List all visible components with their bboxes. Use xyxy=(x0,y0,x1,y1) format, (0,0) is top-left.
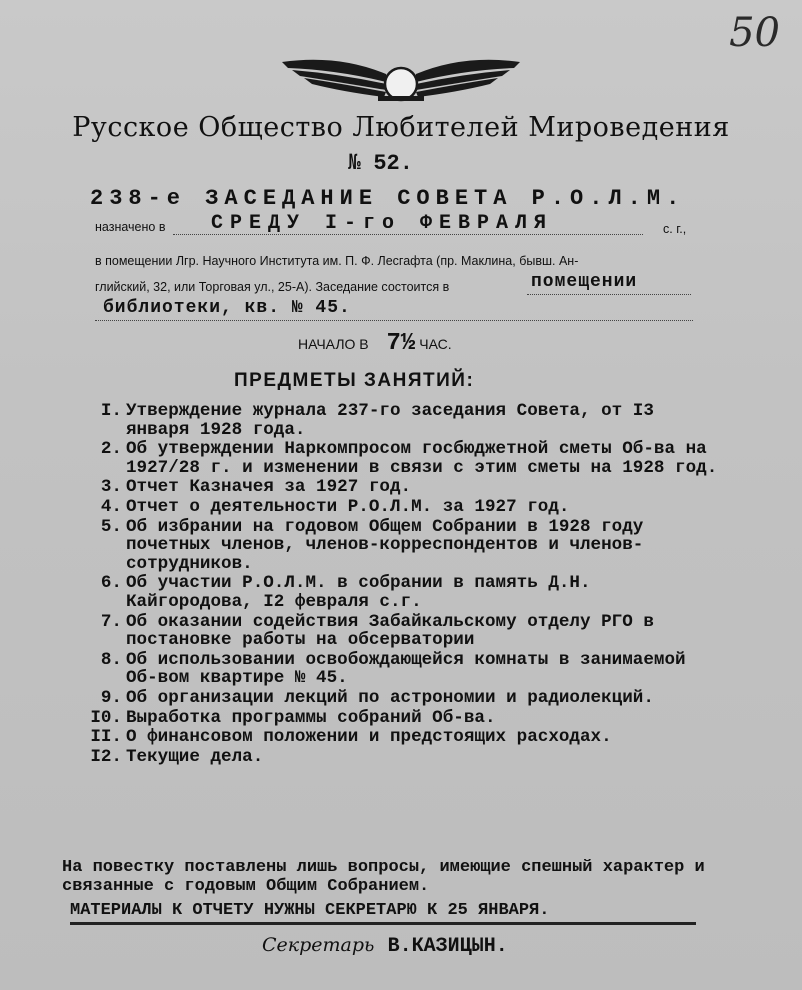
day-field xyxy=(173,214,643,235)
agenda-item: 4. Отчет о деятельности Р.О.Л.М. за 1927 год. xyxy=(100,496,570,517)
signature-name: В.КАЗИЦЫН. xyxy=(387,935,508,958)
issue-number xyxy=(348,150,413,176)
agenda-item: 2. Об утверждении Наркомпросом госбюджетной сметы Об-ва на 1927/28 г. и изменении в связи с этим сметы на 1928 год. xyxy=(100,439,718,478)
location-line-1: в помещении Лгр. Научного Института им. П. Ф. Лесгафта (пр. Маклина, бывш. Ан- xyxy=(95,254,579,268)
agenda-item: I. Утверждение журнала 237-го заседания Совета, от I3 января 1928 года. xyxy=(100,401,654,440)
agenda-list xyxy=(82,402,722,767)
signature-role: Секретарь xyxy=(262,934,375,956)
room-field-2 xyxy=(95,298,693,321)
room-line-1: помещении xyxy=(531,272,638,292)
agenda-item: 7. Об оказании содействия Забайкальскому отделу РГО в постановке работы на обсерватории xyxy=(100,611,654,651)
agenda-item: II. О финансовом положении и предстоящих расходах. xyxy=(90,727,612,748)
location-text-2: глийский, 32, или Торговая ул., 25-А). Заседание состоится в xyxy=(95,280,450,294)
start-time: 7½ xyxy=(386,330,416,357)
agenda-item: I0. Выработка программы собраний Об-ва. xyxy=(90,707,496,728)
society-title: Русское Общество Любителей Мироведения xyxy=(72,112,730,143)
location-line-2 xyxy=(95,274,695,296)
agenda-item: 8. Об использовании освобождающейся комнаты в занимаемой Об-вом квартире № 45. xyxy=(100,649,686,689)
start-time-line xyxy=(298,330,452,357)
meeting-day: СРЕДУ I-го ФЕВРАЛЯ xyxy=(211,212,554,235)
room-line-2: библиотеки, кв. № 45. xyxy=(103,298,351,318)
room-field-1 xyxy=(527,274,691,295)
meeting-session: 238-е ЗАСЕДАНИЕ СОВЕТА Р.О.Л.М. xyxy=(90,186,686,211)
subjects-heading: ПРЕДМЕТЫ ЗАНЯТИЙ: xyxy=(234,370,475,391)
scheduled-label: назначено в xyxy=(95,220,166,234)
meeting-schedule-line xyxy=(95,214,693,236)
agenda-item: 9. Об организации лекций по астрономии и радиолекций. xyxy=(100,687,654,708)
winged-globe-emblem-icon xyxy=(278,52,524,106)
agenda-note: На повестку поставлены лишь вопросы, имеющие спешный характер и связанные с годовым Общим Собранием. xyxy=(62,858,705,896)
materials-notice: МАТЕРИАЛЫ К ОТЧЕТУ НУЖНЫ СЕКРЕТАРЮ К 25 ЯНВАРЯ. xyxy=(70,901,696,925)
agenda-item: I2. Текущие дела. xyxy=(90,746,264,767)
issue-value: 52. xyxy=(373,151,413,176)
page-number: 50 xyxy=(729,10,780,56)
signature-line xyxy=(262,934,508,958)
agenda-item: 5. Об избрании на годовом Общем Собрании в 1928 году почетных членов, членов-корреспондентов и членов-сотрудников. xyxy=(100,516,644,574)
year-suffix: с. г., xyxy=(663,222,687,236)
agenda-item: 3. Отчет Казначея за 1927 год. xyxy=(100,477,412,498)
start-unit: ЧАС. xyxy=(419,336,452,352)
start-label: НАЧАЛО В xyxy=(298,336,369,352)
agenda-item: 6. Об участии Р.О.Л.М. в собрании в память Д.Н. Кайгородова, I2 февраля с.г. xyxy=(100,573,591,612)
issue-symbol: № xyxy=(348,150,361,174)
